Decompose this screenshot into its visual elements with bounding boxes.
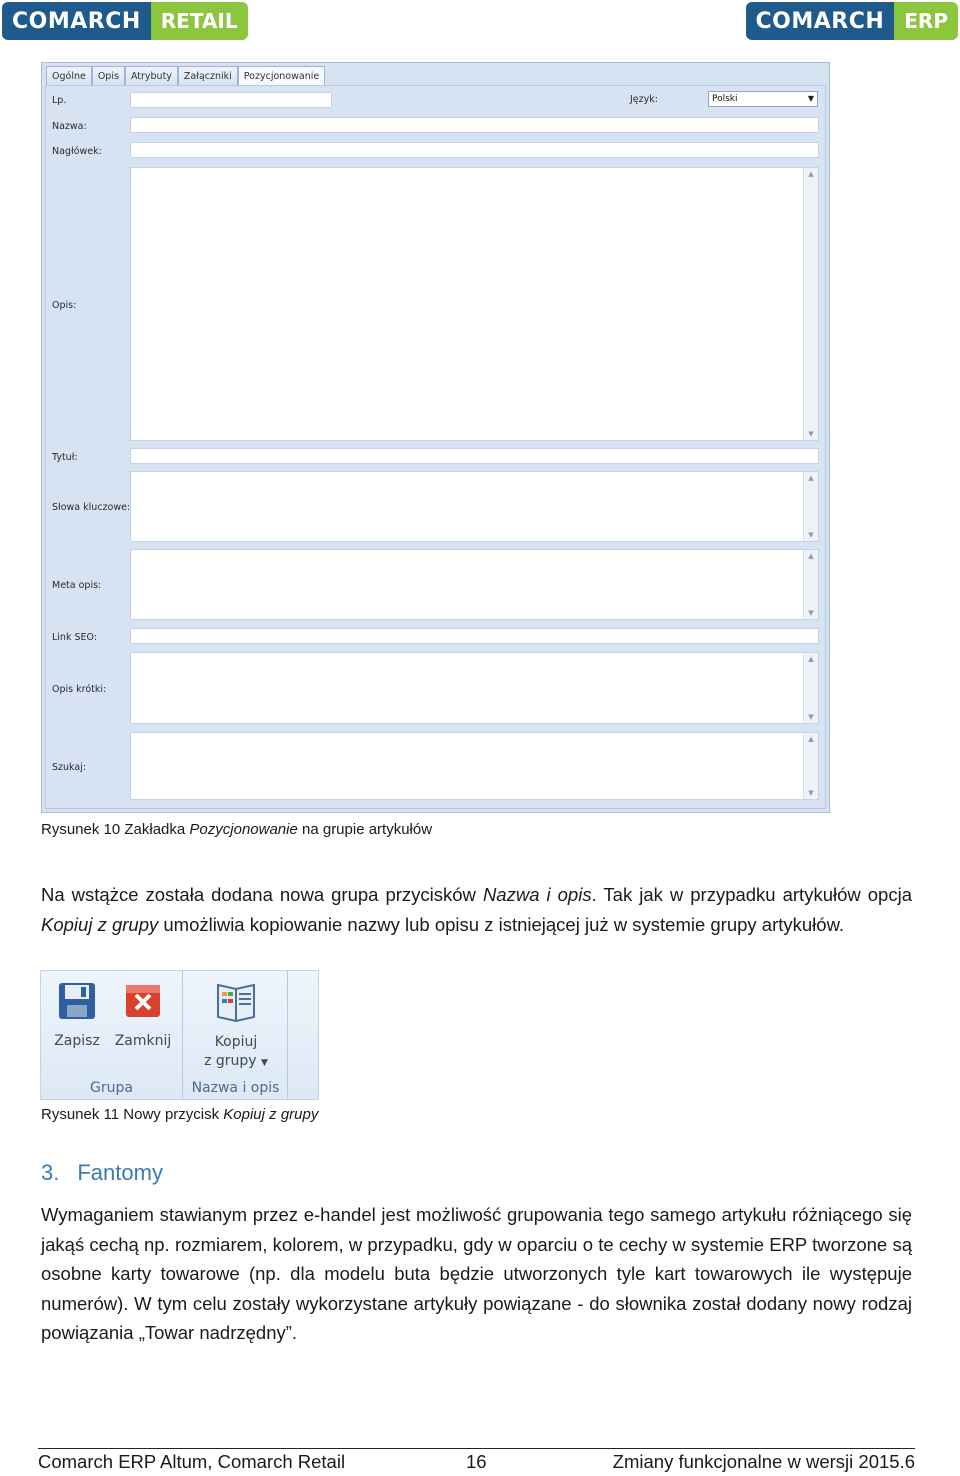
chevron-down-icon: ▼ — [261, 1058, 268, 1068]
ribbon-toolbar — [40, 970, 319, 1100]
ribbon-group-grupa — [41, 971, 183, 1099]
form-panel — [45, 85, 826, 809]
caption-italic: Kopiuj z grupy — [223, 1106, 319, 1123]
lp-field[interactable] — [130, 92, 332, 108]
search-field[interactable] — [130, 732, 819, 800]
group-title-nazwa-i-opis: Nazwa i opis — [191, 1080, 280, 1096]
figure-caption-10 — [41, 821, 432, 838]
scrollbar[interactable] — [803, 550, 818, 619]
group-title-grupa: Grupa — [90, 1080, 133, 1096]
header-field[interactable] — [130, 142, 819, 158]
comarch-retail-logo — [2, 2, 248, 40]
section-heading — [41, 1160, 163, 1186]
figure-caption-11 — [41, 1106, 318, 1123]
caption-suffix: na grupie artykułów — [297, 821, 433, 838]
seo-link-field[interactable] — [130, 628, 819, 644]
tab-zalaczniki[interactable]: Załączniki — [178, 66, 238, 85]
label-szukaj: Szukaj: — [52, 762, 87, 773]
paragraph-fantomy: Wymaganiem stawianym przez e-handel jest możliwość grupowania tego samego artykułu różniącego się jakąś cechą np. rozmiarem, kolorem, w przypadku, gdy w oparciu o te cechy w systemie ERP tworzone są osobne karty towarowe (np. dla modelu buta będzie utworzonych tyle kart towarowych ile występuje numerów). W tym celu zostały wykorzystane artykuły powiązane - do słownika został dodany nowy rodzaj powiązania „Towar nadrzędny”. — [41, 1204, 912, 1343]
scrollbar[interactable] — [803, 472, 818, 541]
paragraph-ribbon — [41, 880, 912, 939]
section-title: Fantomy — [77, 1160, 163, 1185]
copy-label-text: z grupy — [204, 1053, 257, 1069]
save-label: Zapisz — [54, 1033, 100, 1049]
scroll-up-icon: ▲ — [808, 170, 814, 178]
short-description-field[interactable] — [130, 652, 819, 724]
label-link-seo: Link SEO: — [52, 632, 98, 643]
save-button[interactable] — [51, 981, 103, 1049]
logo-sub-text: ERP — [894, 2, 958, 40]
copy-label-line1: Kopiuj — [214, 1034, 258, 1050]
name-field[interactable] — [130, 117, 819, 133]
language-value: Polski — [712, 94, 738, 104]
scrollbar[interactable] — [803, 733, 818, 799]
label-opis: Opis: — [52, 300, 77, 311]
scroll-up-icon: ▲ — [808, 552, 814, 560]
label-opis-krotki: Opis krótki: — [52, 684, 107, 695]
copy-from-group-button[interactable] — [194, 981, 278, 1073]
tab-atrybuty[interactable]: Atrybuty — [125, 66, 178, 85]
label-naglowek: Nagłówek: — [52, 146, 102, 157]
scroll-down-icon: ▼ — [808, 531, 814, 539]
label-lp: Lp. — [52, 95, 67, 106]
footer-divider — [38, 1448, 915, 1449]
close-button[interactable] — [113, 981, 173, 1049]
scroll-down-icon: ▼ — [808, 609, 814, 617]
label-tytul: Tytuł: — [52, 452, 78, 463]
footer-product: Comarch ERP Altum, Comarch Retail — [38, 1451, 346, 1472]
chevron-down-icon: ▼ — [807, 94, 814, 103]
copy-label-line2 — [194, 1052, 278, 1073]
caption-prefix: Rysunek 10 Zakładka — [41, 821, 190, 838]
close-icon — [123, 981, 163, 1021]
positioning-window — [41, 62, 830, 813]
copy-book-icon — [214, 981, 258, 1023]
description-field[interactable] — [130, 167, 819, 441]
scroll-up-icon: ▲ — [808, 655, 814, 663]
para-text: Na wstążce została dodana nowa grupa przycisków — [41, 884, 483, 905]
footer-version: Zmiany funkcjonalne w wersji 2015.6 — [612, 1451, 915, 1472]
scroll-down-icon: ▼ — [808, 789, 814, 797]
caption-italic: Pozycjonowanie — [189, 821, 298, 838]
label-meta-opis: Meta opis: — [52, 580, 102, 591]
label-slowa-kluczowe: Słowa kluczowe: — [52, 502, 131, 513]
para-italic: Kopiuj z grupy — [41, 913, 159, 935]
language-select[interactable] — [708, 91, 818, 107]
ribbon-group-nazwa-i-opis — [184, 971, 288, 1099]
label-jezyk: Język: — [630, 94, 658, 105]
tab-bar — [46, 66, 325, 86]
scrollbar[interactable] — [803, 653, 818, 723]
para-text: . Tak jak w przypadku artykułów opcja — [591, 884, 912, 905]
meta-description-field[interactable] — [130, 549, 819, 620]
logo-sub-text: RETAIL — [151, 2, 248, 40]
para-italic: Nazwa i opis — [482, 884, 592, 905]
section-number: 3. — [41, 1160, 60, 1185]
save-icon — [57, 981, 97, 1021]
label-nazwa: Nazwa: — [52, 121, 87, 132]
caption-prefix: Rysunek 11 Nowy przycisk — [41, 1106, 224, 1123]
scroll-up-icon: ▲ — [808, 735, 814, 743]
scroll-down-icon: ▼ — [808, 430, 814, 438]
logo-brand-text: COMARCH — [746, 2, 895, 40]
keywords-field[interactable] — [130, 471, 819, 542]
tab-pozycjonowanie[interactable]: Pozycjonowanie — [238, 66, 325, 87]
comarch-erp-logo — [746, 2, 959, 40]
tab-opis[interactable]: Opis — [92, 66, 125, 85]
title-field[interactable] — [130, 448, 819, 464]
close-label: Zamknij — [114, 1033, 172, 1049]
para-text: umożliwia kopiowanie nazwy lub opisu z istniejącej już w systemie grupy artykułów. — [158, 913, 845, 935]
tab-ogolne[interactable]: Ogólne — [46, 66, 92, 85]
footer-page-number: 16 — [466, 1451, 487, 1472]
scroll-up-icon: ▲ — [808, 474, 814, 482]
logo-brand-text: COMARCH — [2, 2, 151, 40]
scroll-down-icon: ▼ — [808, 713, 814, 721]
scrollbar[interactable] — [803, 168, 818, 440]
